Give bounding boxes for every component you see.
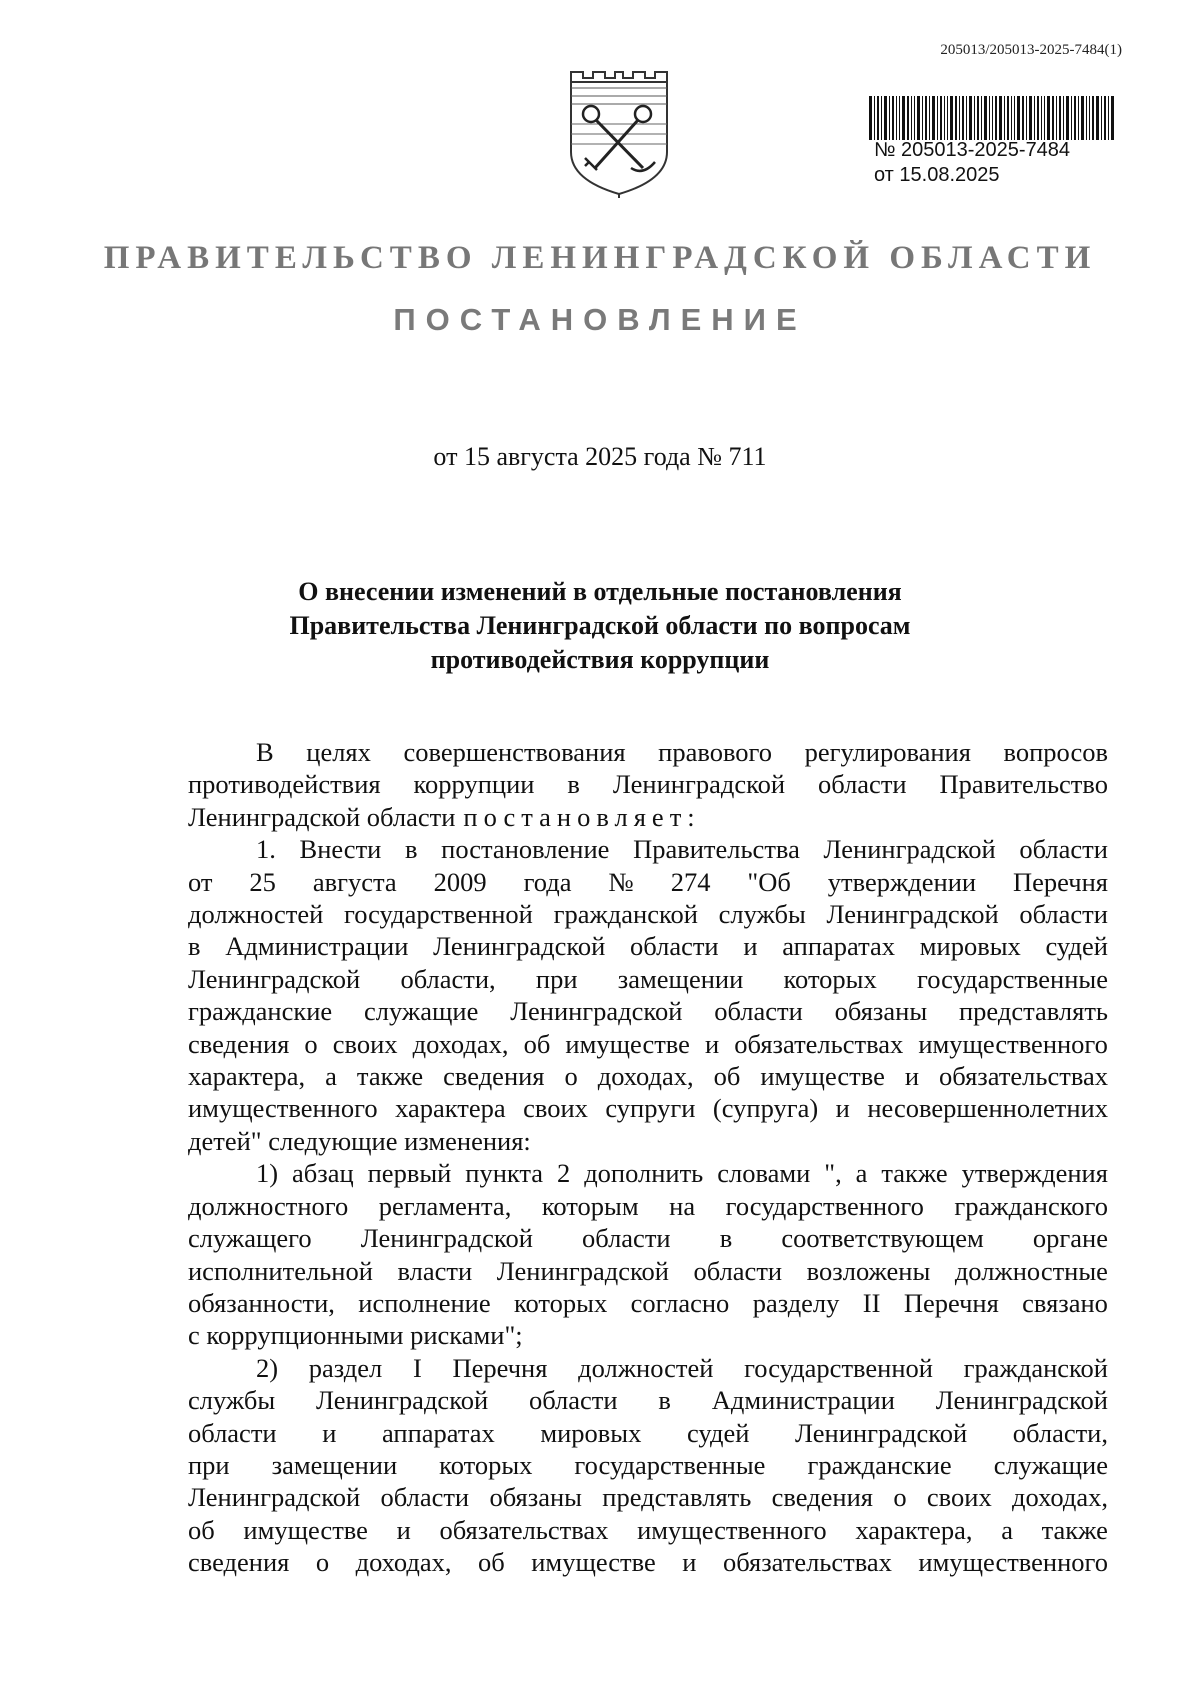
word: Ленинградской bbox=[612, 769, 786, 800]
text-line bbox=[188, 1481, 1108, 1513]
word: области bbox=[528, 1385, 618, 1416]
word: мировых bbox=[919, 931, 1021, 962]
word: доходах, bbox=[355, 1547, 452, 1578]
word: своих bbox=[926, 1482, 992, 1513]
text-line bbox=[188, 1222, 1108, 1254]
word: области bbox=[1019, 834, 1108, 865]
word: которым bbox=[541, 1190, 639, 1221]
word: а bbox=[855, 1158, 868, 1189]
word: противодействия bbox=[188, 769, 381, 800]
word: представлять bbox=[959, 996, 1108, 1027]
word: возложены bbox=[806, 1255, 931, 1286]
word: и bbox=[705, 1028, 720, 1059]
word: гражданского bbox=[954, 1190, 1108, 1221]
word: в bbox=[188, 931, 201, 962]
word: которых bbox=[439, 1449, 533, 1480]
word: также bbox=[356, 1061, 424, 1092]
word: разделу bbox=[752, 1287, 840, 1318]
word: и bbox=[835, 1093, 850, 1124]
word: совершенствования bbox=[403, 737, 626, 767]
word: абзац bbox=[292, 1158, 354, 1189]
word: 1) bbox=[256, 1158, 279, 1189]
word: в bbox=[567, 769, 580, 800]
text-line bbox=[188, 995, 1108, 1027]
word: характера, bbox=[855, 1514, 973, 1545]
word: согласно bbox=[630, 1287, 730, 1318]
word: В bbox=[256, 737, 274, 767]
word: характера, bbox=[188, 1061, 306, 1092]
word: гражданские bbox=[188, 996, 333, 1027]
text-line bbox=[188, 1514, 1108, 1546]
word: (супруга) bbox=[712, 1093, 819, 1124]
text-line bbox=[188, 768, 1108, 800]
word: от bbox=[188, 866, 213, 897]
word: обязательствах bbox=[722, 1547, 892, 1578]
word: и bbox=[904, 1061, 920, 1092]
word: государственной bbox=[744, 1352, 933, 1383]
word: доходах, bbox=[597, 1061, 694, 1092]
word: в bbox=[405, 834, 418, 865]
word: аппаратах bbox=[381, 1417, 495, 1448]
word: Администрации bbox=[225, 931, 409, 962]
text-line bbox=[188, 930, 1108, 962]
resolution-subject bbox=[0, 575, 1200, 677]
word: II bbox=[862, 1287, 881, 1318]
text-line bbox=[188, 1417, 1108, 1449]
word: Ленинградской bbox=[496, 1255, 669, 1286]
word: должностей bbox=[188, 899, 324, 930]
word: государственного bbox=[725, 1190, 924, 1221]
word: которых bbox=[514, 1287, 608, 1318]
text-line bbox=[188, 866, 1108, 898]
word: также bbox=[881, 1158, 948, 1189]
word: утверждения bbox=[961, 1158, 1108, 1189]
registration-number: № 205013-2025-7484 bbox=[874, 139, 1071, 161]
word: обязанности, bbox=[188, 1287, 335, 1318]
word: "Об bbox=[747, 866, 791, 897]
word: служащие bbox=[364, 996, 479, 1027]
word: Перечня bbox=[903, 1287, 999, 1318]
word: области bbox=[380, 1482, 470, 1513]
word: характера bbox=[395, 1093, 506, 1124]
word: Ленинградской bbox=[794, 1417, 968, 1448]
word: 2) bbox=[256, 1352, 279, 1383]
word: 1. bbox=[256, 834, 276, 865]
text-line bbox=[188, 898, 1108, 930]
word: и bbox=[743, 931, 758, 962]
word: замещении bbox=[271, 1449, 398, 1480]
registration-date: от 15.08.2025 bbox=[874, 164, 1000, 186]
word: Ленинградской bbox=[188, 1482, 361, 1513]
word: о bbox=[893, 1482, 907, 1513]
word: сведения bbox=[188, 1547, 290, 1578]
word: должностные bbox=[954, 1255, 1108, 1286]
word: года bbox=[523, 866, 572, 897]
word: соответствующем bbox=[781, 1223, 984, 1254]
word: постановление bbox=[441, 834, 610, 865]
word: о bbox=[315, 1547, 330, 1578]
subject-line: Правительства Ленинградской области по вопросам bbox=[289, 611, 911, 640]
word: Ленинградской bbox=[935, 1385, 1108, 1416]
document-type: ПОСТАНОВЛЕНИЕ bbox=[393, 302, 807, 337]
word: власти bbox=[397, 1255, 473, 1286]
text-line bbox=[188, 1287, 1108, 1319]
text-line bbox=[188, 1092, 1108, 1124]
word: области bbox=[582, 1223, 671, 1254]
text-line bbox=[188, 1546, 1108, 1578]
word: области bbox=[188, 1417, 277, 1448]
text-line bbox=[188, 1255, 1108, 1287]
spaced-keyword: постановляет: bbox=[463, 801, 701, 832]
word: Внести bbox=[299, 834, 382, 865]
word: обязательствах bbox=[734, 1028, 904, 1059]
word: имущественного bbox=[918, 1028, 1108, 1059]
text-line bbox=[188, 1028, 1108, 1060]
word: должностного bbox=[188, 1190, 349, 1221]
word: имущественного bbox=[188, 1093, 378, 1124]
text-line: детей" следующие изменения: bbox=[188, 1125, 531, 1156]
word: о bbox=[304, 1028, 318, 1059]
word: области, bbox=[400, 963, 496, 994]
word: связано bbox=[1022, 1287, 1108, 1318]
word: словами bbox=[717, 1158, 811, 1189]
word: области bbox=[714, 996, 803, 1027]
word: Ленинградской bbox=[433, 931, 606, 962]
word: на bbox=[669, 1190, 696, 1221]
word: обязательствах bbox=[939, 1061, 1108, 1092]
word: исполнительной bbox=[188, 1255, 373, 1286]
text-line bbox=[188, 801, 1108, 833]
word: об bbox=[713, 1061, 741, 1092]
word: имуществе bbox=[531, 1547, 656, 1578]
word: Перечня bbox=[1013, 866, 1108, 897]
word: 274 bbox=[670, 866, 711, 897]
word: области, bbox=[1012, 1417, 1108, 1448]
word: августа bbox=[312, 866, 397, 897]
subject-line: противодействия коррупции bbox=[430, 645, 770, 674]
document-id: 205013/205013-2025-7484(1) bbox=[940, 42, 1122, 58]
word: при bbox=[188, 1449, 230, 1480]
word: области bbox=[693, 1255, 783, 1286]
word: представлять bbox=[602, 1482, 752, 1513]
word: и bbox=[396, 1514, 411, 1545]
word: которых bbox=[783, 963, 877, 994]
word: и bbox=[682, 1547, 697, 1578]
government-title: ПРАВИТЕЛЬСТВО ЛЕНИНГРАДСКОЙ ОБЛАСТИ bbox=[103, 240, 1097, 276]
word: сведения bbox=[443, 1061, 545, 1092]
text-line bbox=[188, 1352, 1108, 1384]
word: службы bbox=[188, 1385, 276, 1416]
resolution-body bbox=[188, 736, 1108, 1579]
word: имущественного bbox=[918, 1547, 1108, 1578]
word: органе bbox=[1032, 1223, 1108, 1254]
word: Перечня bbox=[452, 1352, 548, 1383]
word: Ленинградской bbox=[510, 996, 683, 1027]
word: аппаратах bbox=[782, 931, 896, 962]
word: целях bbox=[306, 737, 371, 767]
word: доходах, bbox=[1012, 1482, 1108, 1513]
word: гражданской bbox=[963, 1352, 1108, 1383]
text-line bbox=[188, 1449, 1108, 1481]
word: об bbox=[478, 1547, 505, 1578]
subject-line: О внесении изменений в отдельные постановления bbox=[298, 577, 902, 606]
word: № bbox=[608, 866, 634, 897]
word: имуществе bbox=[565, 1028, 690, 1059]
text-line bbox=[188, 833, 1108, 865]
word: 25 bbox=[249, 866, 276, 897]
word: служащие bbox=[993, 1449, 1108, 1480]
word: должностей bbox=[578, 1352, 714, 1383]
word: гражданские bbox=[807, 1449, 952, 1480]
word: а bbox=[1001, 1514, 1013, 1545]
word: также bbox=[1041, 1514, 1108, 1545]
text-line: с коррупционными рисками"; bbox=[188, 1320, 523, 1351]
word: государственной bbox=[344, 899, 533, 930]
word: Ленинградской bbox=[315, 1385, 489, 1416]
word: утверждении bbox=[827, 866, 977, 897]
word: замещении bbox=[617, 963, 744, 994]
word: Ленинградской bbox=[826, 899, 999, 930]
text-line bbox=[188, 1157, 1108, 1189]
text-line bbox=[188, 1384, 1108, 1416]
word: имуществе bbox=[243, 1514, 368, 1545]
word: правового bbox=[658, 737, 772, 767]
resolution-date-number: от 15 августа 2025 года № 711 bbox=[433, 442, 767, 471]
word: Администрации bbox=[711, 1385, 895, 1416]
word: ", bbox=[824, 1158, 842, 1189]
word: в bbox=[658, 1385, 671, 1416]
word: области bbox=[818, 769, 907, 800]
word: судей bbox=[1045, 931, 1108, 962]
word: вопросов bbox=[1003, 737, 1108, 767]
word: об bbox=[188, 1514, 215, 1545]
text-line bbox=[188, 963, 1108, 995]
word: мировых bbox=[540, 1417, 642, 1448]
word: гражданской bbox=[553, 899, 698, 930]
word: государственные bbox=[916, 963, 1108, 994]
word: регулирования bbox=[804, 737, 971, 767]
word: регламента, bbox=[378, 1190, 512, 1221]
word: супруги bbox=[605, 1093, 696, 1124]
word: пункта bbox=[465, 1158, 544, 1189]
word: своих bbox=[332, 1028, 398, 1059]
word: обязательствах bbox=[439, 1514, 609, 1545]
word: области bbox=[630, 931, 719, 962]
word: а bbox=[325, 1061, 337, 1092]
word: области bbox=[1019, 899, 1108, 930]
word: раздел bbox=[308, 1352, 383, 1383]
word: в bbox=[719, 1223, 733, 1254]
word: несовершеннолетних bbox=[867, 1093, 1108, 1124]
word: при bbox=[535, 963, 578, 994]
word: сведения bbox=[771, 1482, 873, 1513]
word: государственные bbox=[574, 1449, 766, 1480]
text-line bbox=[188, 736, 1108, 768]
word: и bbox=[322, 1417, 337, 1448]
word: о bbox=[564, 1061, 578, 1092]
word: имуществе bbox=[760, 1061, 885, 1092]
barcode bbox=[869, 96, 1115, 140]
text-line bbox=[188, 1060, 1108, 1092]
word: Ленинградской bbox=[188, 963, 361, 994]
coat-of-arms-icon bbox=[563, 62, 675, 198]
word: Ленинградской bbox=[823, 834, 996, 865]
word: исполнение bbox=[358, 1287, 491, 1318]
word: об bbox=[523, 1028, 551, 1059]
word: службы bbox=[718, 899, 806, 930]
word: сведения bbox=[188, 1028, 290, 1059]
word: I bbox=[412, 1352, 422, 1383]
word: обязаны bbox=[834, 996, 928, 1027]
word: служащего bbox=[188, 1223, 312, 1254]
word: Правительство bbox=[939, 769, 1108, 800]
word: судей bbox=[686, 1417, 750, 1448]
word: 2009 bbox=[433, 866, 487, 897]
word: своих bbox=[523, 1093, 588, 1124]
word: первый bbox=[367, 1158, 452, 1189]
word: 2 bbox=[557, 1158, 571, 1189]
word: обязаны bbox=[489, 1482, 582, 1513]
word: Ленинградской bbox=[360, 1223, 533, 1254]
word: коррупции bbox=[413, 769, 535, 800]
word: доходах, bbox=[412, 1028, 509, 1059]
word: дополнить bbox=[584, 1158, 704, 1189]
word: Правительства bbox=[633, 834, 800, 865]
word: имущественного bbox=[637, 1514, 827, 1545]
text-line bbox=[188, 1190, 1108, 1222]
registration-block bbox=[874, 138, 1070, 188]
text-fragment: Ленинградской области bbox=[188, 801, 456, 832]
